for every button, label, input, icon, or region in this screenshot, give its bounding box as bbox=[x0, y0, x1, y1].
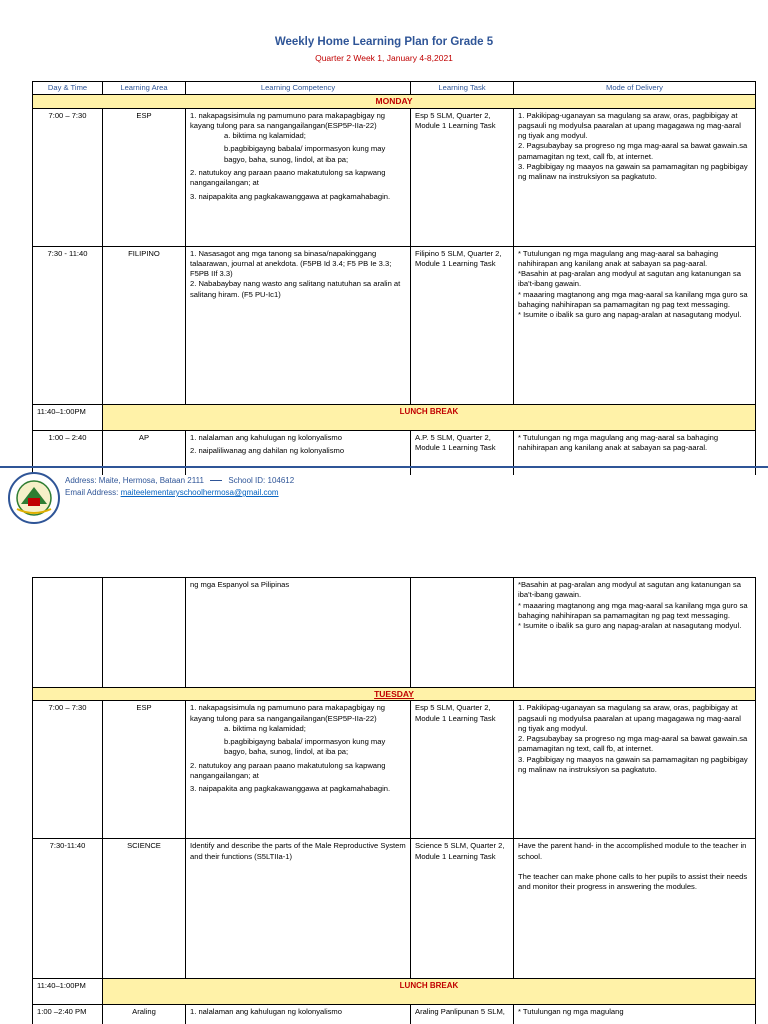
area-cell: ESP bbox=[103, 108, 186, 246]
day-label-monday: MONDAY bbox=[33, 95, 756, 108]
competency-item: a. biktima ng kalamidad; bbox=[224, 723, 306, 733]
footer-contact bbox=[65, 475, 294, 499]
competency-cell bbox=[186, 701, 411, 839]
competency-cell: ng mga Espanyol sa Pilipinas bbox=[186, 578, 411, 688]
competency-cell bbox=[186, 430, 411, 475]
lunch-row bbox=[33, 979, 756, 1005]
competency-item: 1. nakapagsisimula ng pamumuno para makapagbigay ng kayang tulong para sa nangangailangan(ESP5P-IIa-22) bbox=[190, 110, 386, 130]
table-row bbox=[33, 430, 756, 475]
area-cell: FILIPINO bbox=[103, 246, 186, 404]
time-cell: 7:00 – 7:30 bbox=[33, 701, 103, 839]
competency-item: 1. nalalaman ang kahulugan ng kolonyalismo bbox=[190, 432, 342, 442]
lunch-row bbox=[33, 404, 756, 430]
mode-item: * Isumite o ibalik sa guro ang napag-aralan at nasagutang modyul. bbox=[518, 621, 742, 631]
area-cell: SCIENCE bbox=[103, 839, 186, 979]
competency-cell: 1. nalalaman ang kahulugan ng kolonyalismo bbox=[186, 1005, 411, 1024]
time-cell: 7:00 – 7:30 bbox=[33, 108, 103, 246]
mode-item: 1. Pakikipag-uganayan sa magulang sa araw, oras, pagbibigay at pagsauli ng modyulsa paaralan at upang magagawa ng mag-aaral ng tiyak ang modyul. bbox=[518, 703, 741, 733]
task-cell: Science 5 SLM, Quarter 2, Module 1 Learning Task bbox=[411, 839, 514, 979]
table-row bbox=[33, 701, 756, 839]
table-header-row bbox=[33, 82, 756, 95]
table-row bbox=[33, 839, 756, 979]
mode-cell bbox=[514, 578, 756, 688]
mode-item: 2. Pagsubaybay sa progreso ng mga mag-aaral sa bawat gawain.sa pamamagitan ng text, call fb, at internet. bbox=[518, 734, 748, 754]
lunch-break-label: LUNCH BREAK bbox=[103, 979, 756, 1005]
time-cell: 7:30-11:40 bbox=[33, 839, 103, 979]
footer-school-id: School ID: 104612 bbox=[228, 476, 295, 485]
competency-cell: Identify and describe the parts of the Male Reproductive System and their functions (S5LTIIa-1) bbox=[186, 839, 411, 979]
mode-cell bbox=[514, 108, 756, 246]
mode-cell bbox=[514, 430, 756, 475]
lunch-time-cell: 11:40–1:00PM bbox=[33, 404, 103, 430]
area-cell: Araling bbox=[103, 1005, 186, 1024]
page-2-table-area bbox=[0, 577, 768, 1024]
mode-item: 3. Pagbibigay ng maayos na gawain sa pamamagitan ng pagbibigay ng malinaw na instruksiyon sa pagkatuto. bbox=[518, 162, 748, 182]
mode-item: The teacher can make phone calls to her pupils to assist their needs and monitor their progress in answering the modules. bbox=[518, 871, 748, 892]
competency-item: b.pagbibigayng babala/ impormasyon kung may bagyo, baha, sunog, lindol, at iba pa; bbox=[224, 737, 386, 757]
learning-plan-table-page-1 bbox=[32, 81, 756, 475]
learning-plan-table-page-2 bbox=[32, 577, 756, 1024]
competency-item: 2. natutukoy ang paraan paano makatutulong sa kapwang nangangailangan; at bbox=[190, 168, 386, 188]
time-cell: 1:00 – 2:40 bbox=[33, 430, 103, 475]
mode-item: * maaaring magtanong ang mga mag-aaral sa kanilang mga guro sa bahaging nahihirapan sa pamamagitan ng pag text messaging. bbox=[518, 289, 748, 310]
competency-item: 2. Nababaybay nang wasto ang salitang natutuhan sa aralin at salitang hiram. (F5 PU-Ic1) bbox=[190, 279, 401, 299]
mode-item: * Isumite o ibalik sa guro ang napag-aralan at nasagutang modyul. bbox=[518, 310, 742, 320]
competency-item: 2. natutukoy ang paraan paano makatutulong sa kapwang nangangailangan; at bbox=[190, 760, 386, 781]
competency-item: a. biktima ng kalamidad; bbox=[224, 131, 306, 141]
mode-item: Have the parent hand- in the accomplished module to the teacher in school. bbox=[518, 841, 747, 861]
header-learning-task: Learning Task bbox=[411, 82, 514, 95]
footer-address: Address: Maite, Hermosa, Bataan 2111 bbox=[65, 476, 204, 485]
time-cell: 1:00 –2:40 PM bbox=[33, 1005, 103, 1024]
table-row bbox=[33, 108, 756, 246]
table-row bbox=[33, 1005, 756, 1024]
day-label-tuesday: TUESDAY bbox=[33, 688, 756, 701]
day-row-tuesday bbox=[33, 688, 756, 701]
competency-item: 2. naipaliliwanag ang dahilan ng kolonyalismo bbox=[190, 445, 345, 455]
mode-item: * Tutulungan ng mga magulang ang mag-aaral sa bahaging nahihirapan ang kanilang anak at sabayan sa pag-aaral. bbox=[518, 248, 719, 268]
day-row-monday bbox=[33, 95, 756, 108]
competency-item: 1. nakapagsisimula ng pamumuno para makapagbigay ng kayang tulong para sa nangangailangan(ESP5P-IIa-22) bbox=[190, 703, 386, 723]
header-learning-competency: Learning Competency bbox=[186, 82, 411, 95]
page-1-table-area bbox=[0, 81, 768, 475]
header-mode-of-delivery: Mode of Delivery bbox=[514, 82, 756, 95]
task-cell: Filipino 5 SLM, Quarter 2, Module 1 Learning Task bbox=[411, 246, 514, 404]
table-row bbox=[33, 578, 756, 688]
competency-cell bbox=[186, 246, 411, 404]
mode-item: 2. Pagsubaybay sa progreso ng mga mag-aaral sa bawat gawain.sa pamamagitan ng text, call fb, at internet. bbox=[518, 141, 748, 161]
mode-item: * Tutulungan ng mga magulang ang mag-aaral sa bahaging nahihirapan ang kanilang anak at sabayan sa pag-aaral. bbox=[518, 432, 719, 452]
mode-item: 3. Pagbibigay ng maayos na gawain sa pamamagitan ng pagbibigay ng malinaw na instruksiyon sa pagkatuto. bbox=[518, 754, 748, 775]
area-cell: ESP bbox=[103, 701, 186, 839]
competency-item: 3. naipapakita ang pagkakawanggawa at pagkamahabagin. bbox=[190, 191, 391, 201]
mode-cell bbox=[514, 246, 756, 404]
mode-cell bbox=[514, 839, 756, 979]
plan-subtitle: Quarter 2 Week 1, January 4-8,2021 bbox=[315, 53, 453, 63]
area-cell bbox=[103, 578, 186, 688]
competency-item: 3. naipapakita ang pagkakawanggawa at pagkamahabagin. bbox=[190, 784, 391, 794]
footer-divider bbox=[0, 466, 768, 468]
mode-item: *Basahin at pag-aralan ang modyul at sagutan ang katanungan sa iba't-ibang gawain. bbox=[518, 580, 741, 600]
task-cell: A.P. 5 SLM, Quarter 2, Module 1 Learning Task bbox=[411, 430, 514, 475]
time-cell bbox=[33, 578, 103, 688]
footer-email-link[interactable]: maiteelementaryschoolhermosa@gmail.com bbox=[120, 488, 279, 497]
lunch-time-cell: 11:40–1:00PM bbox=[33, 979, 103, 1005]
footer-email-label: Email Address: bbox=[65, 488, 119, 497]
mode-item: 1. Pakikipag-uganayan sa magulang sa araw, oras, pagbibigay at pagsauli ng modyulsa paaralan at upang magagawa ng mag-aaral ng tiyak ang modyul. bbox=[518, 110, 741, 141]
header-learning-area: Learning Area bbox=[103, 82, 186, 95]
competency-item: b.pagbibigayng babala/ impormasyon kung may bagyo, baha, sunog, lindol, at iba pa; bbox=[224, 144, 386, 164]
school-seal-logo bbox=[7, 471, 61, 525]
table-row bbox=[33, 246, 756, 404]
mode-cell: * Tutulungan ng mga magulang bbox=[514, 1005, 756, 1024]
task-cell bbox=[411, 578, 514, 688]
mode-cell bbox=[514, 701, 756, 839]
lunch-break-label: LUNCH BREAK bbox=[103, 404, 756, 430]
task-cell: Araling Panlipunan 5 SLM, bbox=[411, 1005, 514, 1024]
task-cell: Esp 5 SLM, Quarter 2, Module 1 Learning Task bbox=[411, 701, 514, 839]
task-cell: Esp 5 SLM, Quarter 2, Module 1 Learning Task bbox=[411, 108, 514, 246]
header-day-time: Day & Time bbox=[33, 82, 103, 95]
time-cell: 7:30 - 11:40 bbox=[33, 246, 103, 404]
competency-item: 1. Nasasagot ang mga tanong sa binasa/napakinggang talaarawan, journal at anekdota. (F5PB Id 3.4; F5 PB Ie 3.3; F5PB IIf 3.3) bbox=[190, 248, 392, 279]
mode-item: *Basahin at pag-aralan ang modyul at sagutan ang katanungan sa iba't-ibang gawain. bbox=[518, 269, 741, 289]
mode-item: * maaaring magtanong ang mga mag-aaral sa kanilang mga guro sa bahaging nahihirapan sa pamamagitan ng pag text messaging. bbox=[518, 600, 748, 620]
area-cell: AP bbox=[103, 430, 186, 475]
competency-cell bbox=[186, 108, 411, 246]
plan-title: Weekly Home Learning Plan for Grade 5 bbox=[274, 36, 494, 48]
